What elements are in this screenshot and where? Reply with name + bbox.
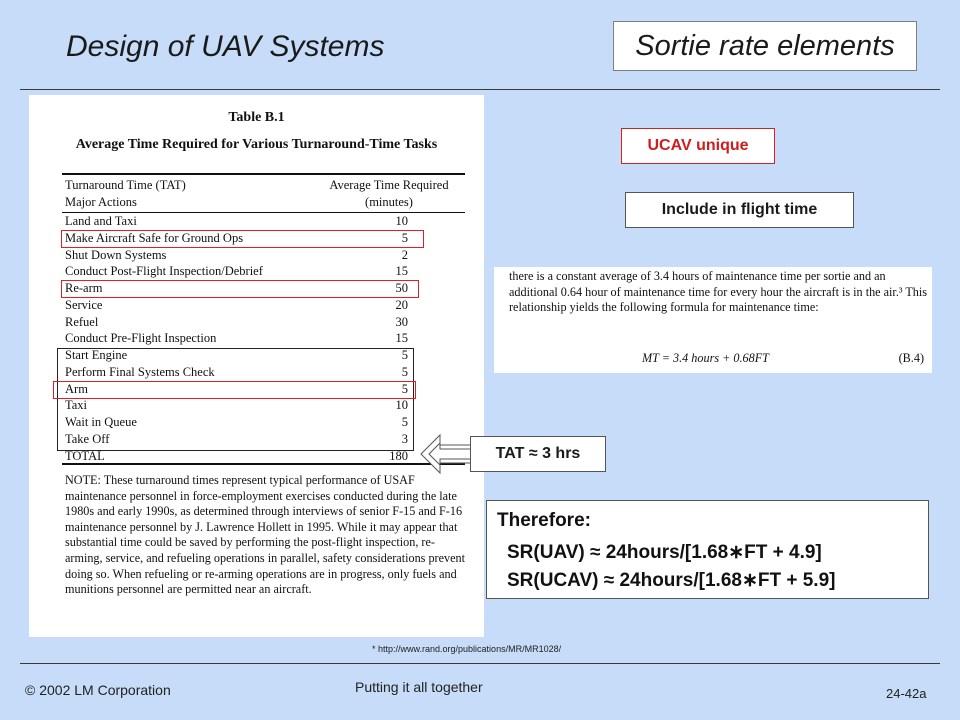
table-note: NOTE: These turnaround times represent typical performance of USAF maintenance personnel in force-employment exercises conducted during the late 1980s and early 1990s, as determined through interviews of senior F-15 and F-16 maintenance personnel by J. Lawrence Hollett in 1995. While it may appear that substantial time could be saved by performing the post-flight inspection, re-arming, service, and refueling operations in parallel, safety considerations prevent doing so. When refueling or re-arming operations are in progress, only fuels and munitions personnel are permitted near an aircraft. [65, 473, 466, 597]
highlight-make-safe [61, 230, 424, 248]
highlight-arm [53, 381, 416, 399]
table-row [29, 314, 484, 331]
task-minutes: 2 [401, 247, 408, 262]
table-row [29, 247, 484, 264]
highlight-re-arm [61, 280, 419, 298]
footer-center-text: Putting it all together [355, 679, 483, 695]
task-minutes: 5 [401, 348, 408, 363]
task-minutes: 5 [401, 415, 408, 430]
task-minutes: 15 [395, 264, 408, 279]
task-name: Conduct Pre-Flight Inspection [65, 331, 217, 346]
column-header-line: Average Time Required [329, 178, 449, 192]
table-top-rule [62, 173, 465, 175]
ucav-unique-label: UCAV unique [621, 128, 775, 164]
footer-divider [20, 663, 940, 664]
bracket-start-to-takeoff [57, 348, 414, 451]
task-minutes: 20 [395, 297, 408, 312]
table-bottom-rule [62, 463, 465, 465]
sortie-rate-ucav: SR(UCAV) ≈ 24hours/[1.68∗FT + 5.9] [507, 570, 836, 591]
column-header-line: (minutes) [365, 195, 413, 209]
equation-number: (B.4) [898, 351, 924, 365]
task-name: Take Off [65, 431, 110, 446]
task-name: TOTAL [65, 448, 105, 463]
task-name: Re-arm [65, 281, 103, 296]
task-name: Taxi [65, 398, 88, 413]
therefore-title: Therefore: [497, 510, 591, 531]
double-arrow-left-icon [420, 433, 472, 475]
copyright: © 2002 LM Corporation [25, 682, 171, 698]
table-row [29, 297, 484, 314]
sortie-rate-uav: SR(UAV) ≈ 24hours/[1.68∗FT + 4.9] [507, 542, 822, 563]
task-name: Make Aircraft Safe for Ground Ops [65, 230, 244, 245]
include-in-flight-time-label: Include in flight time [625, 192, 854, 228]
header-divider [20, 89, 940, 90]
maintenance-formula: MT = 3.4 hours + 0.68FT [642, 351, 769, 365]
task-minutes: 50 [395, 281, 408, 296]
therefore-box [486, 500, 929, 599]
table-column-header-right [314, 177, 464, 211]
table-row [29, 263, 484, 280]
column-header-line: Turnaround Time (TAT) [65, 178, 186, 192]
section-title-box: Sortie rate elements [613, 21, 917, 71]
column-header-line: Major Actions [65, 195, 137, 209]
table-number: Table B.1 [228, 110, 285, 125]
task-name: Arm [65, 381, 88, 396]
tat-label: TAT ≈ 3 hrs [470, 436, 606, 472]
task-minutes: 3 [401, 431, 408, 446]
task-name: Start Engine [65, 348, 128, 363]
slide-number: 24-42a [886, 686, 927, 701]
table-column-header-left [65, 177, 186, 211]
task-minutes: 10 [395, 398, 408, 413]
table-row [29, 330, 484, 347]
table-row [29, 213, 484, 230]
table-caption: Average Time Required for Various Turnaround-Time Tasks [75, 137, 438, 152]
task-minutes: 15 [395, 331, 408, 346]
maintenance-text: there is a constant average of 3.4 hours of maintenance time per sortie and an additional 0.64 hour of maintenance time for every hour the aircraft is in the air.³ This relationship yields the following formula for maintenance time: [509, 269, 928, 314]
task-minutes: 5 [401, 230, 408, 245]
slide-title: Design of UAV Systems [66, 30, 385, 63]
task-name: Service [65, 297, 103, 312]
task-minutes: 5 [401, 364, 408, 379]
task-name: Conduct Post-Flight Inspection/Debrief [65, 264, 263, 279]
task-minutes: 5 [401, 381, 408, 396]
task-minutes: 180 [389, 448, 408, 463]
task-name: Refuel [65, 314, 99, 329]
task-minutes: 10 [395, 214, 408, 228]
task-name: Perform Final Systems Check [65, 364, 215, 379]
task-name: Wait in Queue [65, 415, 137, 430]
task-name: Shut Down Systems [65, 247, 167, 262]
footnote-url: * http://www.rand.org/publications/MR/MR1028/ [372, 644, 562, 654]
task-minutes: 30 [395, 314, 408, 329]
task-name: Land and Taxi [65, 214, 137, 228]
maintenance-excerpt-image [494, 267, 932, 373]
